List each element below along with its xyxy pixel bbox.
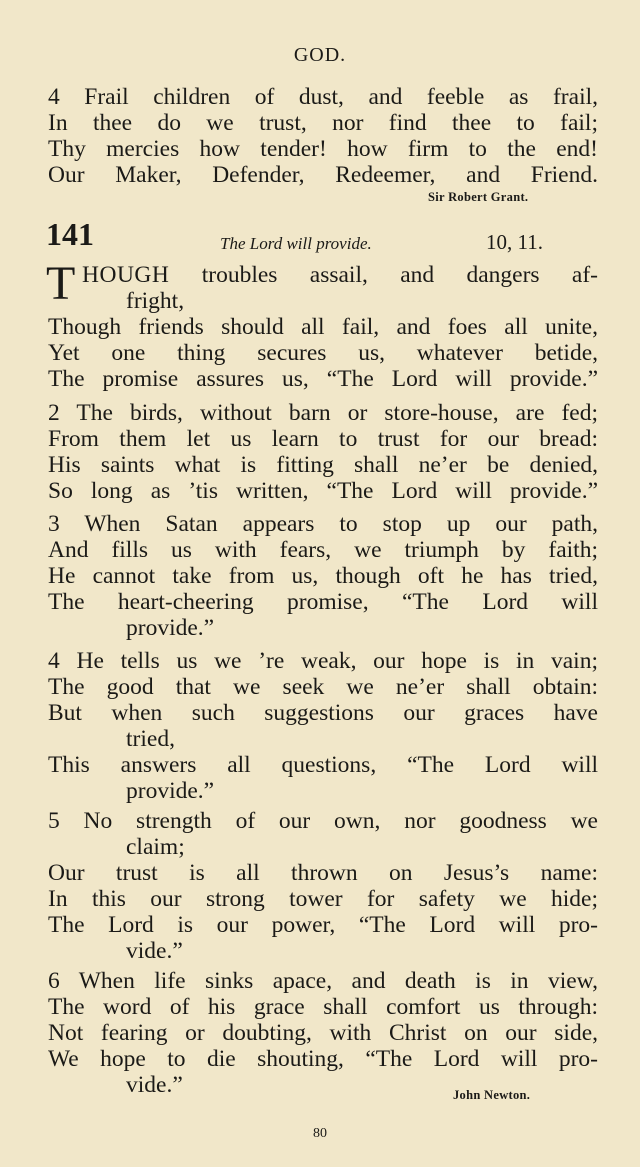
verse-line: Our Maker, Defender, Redeemer, and Friend. bbox=[48, 162, 598, 188]
verse-line bbox=[48, 262, 598, 288]
hymn-number: 141 bbox=[46, 216, 94, 252]
verse-line: Not fearing or doubting, with Christ on our side, bbox=[48, 1020, 598, 1046]
hymn-stanza-1 bbox=[46, 257, 599, 392]
hymn-author: John Newton. bbox=[453, 1088, 531, 1102]
running-head: GOD. bbox=[293, 44, 347, 66]
hymn-stanza-4 bbox=[48, 648, 598, 804]
verse-text: troubles assail, and dangers af- bbox=[201, 262, 599, 288]
hymn-stanza-5 bbox=[48, 808, 598, 964]
verse-line: From them let us learn to trust for our bread: bbox=[48, 426, 598, 452]
prev-hymn-author: Sir Robert Grant. bbox=[428, 190, 529, 204]
verse-line: Thy mercies how tender! how firm to the end! bbox=[48, 136, 598, 162]
verse-line: Yet one thing secures us, whatever betide, bbox=[48, 340, 598, 366]
verse-turnover: claim; bbox=[126, 834, 185, 860]
verse-line: 2 The birds, without barn or store-house, are fed; bbox=[48, 400, 598, 426]
verse-line: 6 When life sinks apace, and death is in view, bbox=[48, 968, 598, 994]
verse-line: The promise assures us, “The Lord will provide.” bbox=[48, 366, 598, 392]
hymn-stanza-2 bbox=[48, 400, 598, 504]
verse-line: Our trust is all thrown on Jesus’s name: bbox=[48, 860, 598, 886]
verse-line: The heart-cheering promise, “The Lord will bbox=[48, 589, 598, 615]
verse-turnover: vide.” bbox=[126, 938, 183, 964]
hymn-title: The Lord will provide. bbox=[220, 234, 372, 253]
verse-line: In this our strong tower for safety we hide; bbox=[48, 886, 598, 912]
verse-line: And fills us with fears, we triumph by faith; bbox=[48, 537, 598, 563]
verse-line: He cannot take from us, though oft he has tried, bbox=[48, 563, 598, 589]
verse-turnover: tried, bbox=[126, 726, 175, 752]
verse-line: This answers all questions, “The Lord will bbox=[48, 752, 598, 778]
hymn-stanza-6 bbox=[48, 968, 598, 1098]
verse-turnover: fright, bbox=[126, 288, 185, 314]
verse-line: 3 When Satan appears to stop up our path, bbox=[48, 511, 598, 537]
verse-turnover: provide.” bbox=[126, 615, 215, 641]
verse-line: 5 No strength of our own, nor goodness we bbox=[48, 808, 598, 834]
verse-line: But when such suggestions our graces have bbox=[48, 700, 598, 726]
verse-line: 4 He tells us we ’re weak, our hope is in vain; bbox=[48, 648, 598, 674]
verse-line: So long as ’tis written, “The Lord will provide.” bbox=[48, 478, 598, 504]
verse-turnover: provide.” bbox=[126, 778, 215, 804]
verse-caps: HOUGH bbox=[82, 262, 170, 288]
verse-line: Though friends should all fail, and foes all unite, bbox=[48, 314, 598, 340]
hymn-meter: 10, 11. bbox=[486, 230, 543, 254]
verse-line: The Lord is our power, “The Lord will pro- bbox=[48, 912, 598, 938]
verse-line: In thee do we trust, nor find thee to fail; bbox=[48, 110, 598, 136]
page-number: 80 bbox=[313, 1126, 327, 1141]
hymn-stanza-3 bbox=[48, 511, 598, 641]
prev-hymn-stanza-4 bbox=[48, 84, 598, 188]
verse-line: The good that we seek we ne’er shall obtain: bbox=[48, 674, 598, 700]
verse-line: 4 Frail children of dust, and feeble as frail, bbox=[48, 84, 598, 110]
verse-line: We hope to die shouting, “The Lord will pro- bbox=[48, 1046, 598, 1072]
verse-line: His saints what is fitting shall ne’er be denied, bbox=[48, 452, 598, 478]
verse-turnover: vide.” bbox=[126, 1072, 183, 1098]
verse-line: The word of his grace shall comfort us through: bbox=[48, 994, 598, 1020]
drop-cap: T bbox=[46, 257, 76, 310]
